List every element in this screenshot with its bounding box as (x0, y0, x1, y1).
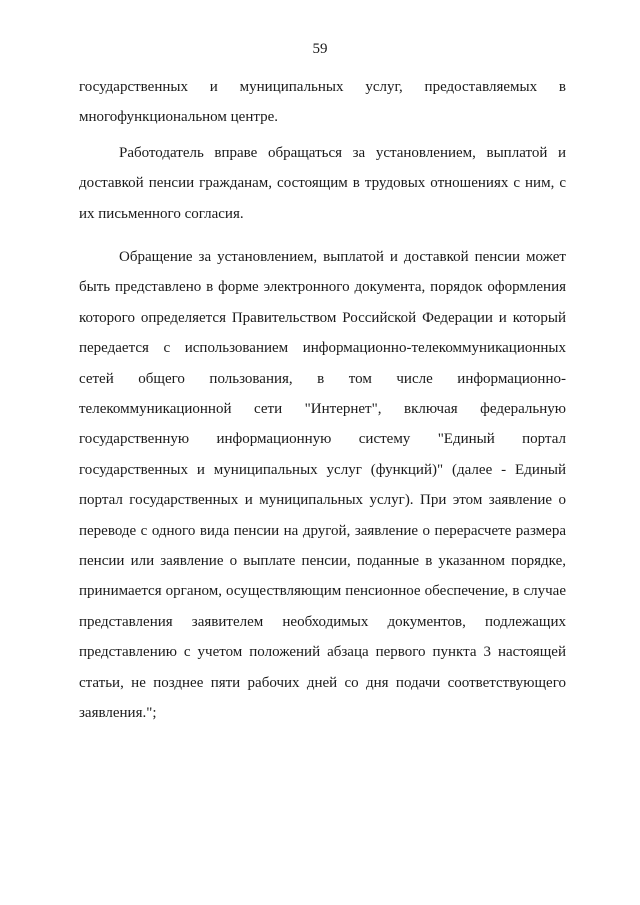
page-number: 59 (312, 41, 328, 57)
paragraph-text: Работодатель вправе обращаться за установлением, выплатой и доставкой пенсии гражданам, состоящим в трудовых отношениях с ним, с их письменного согласия. (79, 145, 566, 222)
paragraph-text: государственных и муниципальных услуг, предоставляемых в многофункциональном центре. (79, 79, 566, 126)
paragraph-continuation (79, 72, 566, 133)
paragraph-text: Обращение за установлением, выплатой и доставкой пенсии может быть представлено в форме электронного документа, порядок оформления которого определяется Правительством Российской Федерации и который передается с использованием информационно-телекоммуникационных сетей общего пользования, в том числе информационно-телекоммуникационной сети "Интернет", включая федеральную государственную информационную систему "Единый портал государственных и муниципальных услуг (функций)" (далее - Единый портал государственных и муниципальных услуг). При этом заявление о переводе с одного вида пенсии на другой, заявление о перерасчете размера пенсии или заявление о выплате пенсии, поданные в указанном порядке, принимается органом, осуществляющим пенсионное обеспечение, в случае представления заявителем необходимых документов, подлежащих представлению с учетом положений абзаца первого пункта 3 настоящей статьи, не позднее пяти рабочих дней со дня подачи соответствующего заявления."; (79, 249, 566, 722)
paragraph-employer (79, 138, 566, 229)
paragraph-electronic-application (79, 242, 566, 729)
